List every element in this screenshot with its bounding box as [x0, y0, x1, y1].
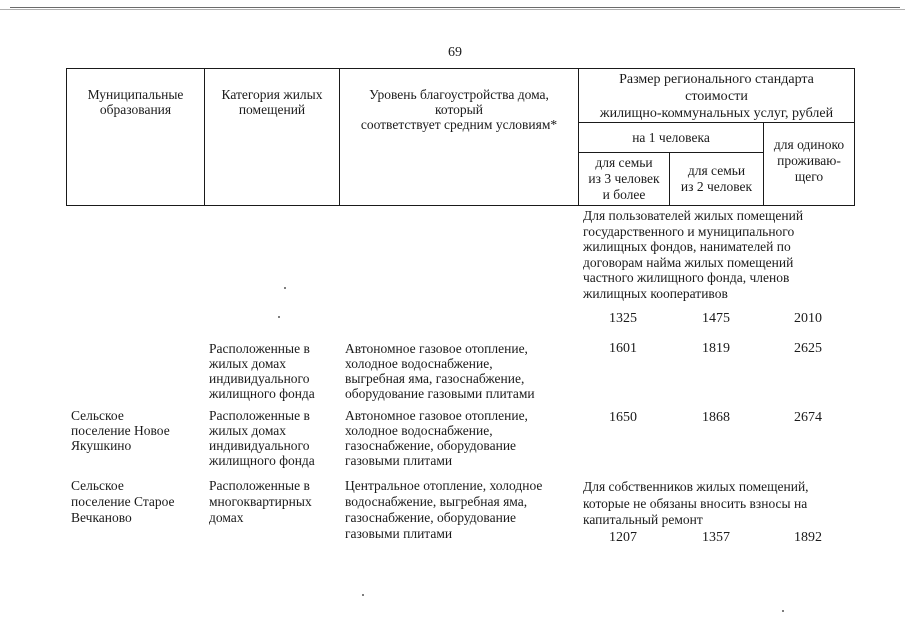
scan-line-bottom [0, 9, 905, 10]
header-standard-size: Размер регионального стандарта стоимости жилищно-коммунальных услуг, рублей [578, 68, 855, 123]
value-family-2: 1357 [702, 530, 730, 545]
header-family-2: для семьи из 2 человек [669, 152, 764, 206]
row-3-comfort: Центральное отопление, холодное водоснабжение, выгребная яма, газоснабжение, оборудование газовыми плитами [345, 478, 543, 541]
header-per-person: на 1 человека [578, 122, 764, 153]
page-number: 69 [448, 45, 462, 60]
row-2-comfort: Автономное газовое отопление, холодное водоснабжение, газоснабжение, оборудование газовыми плитами [345, 408, 528, 468]
value-family-3plus: 1325 [609, 311, 637, 326]
value-family-3plus: 1650 [609, 410, 637, 425]
header-family-3plus: для семьи из 3 человек и более [578, 152, 670, 206]
value-family-2: 1819 [702, 341, 730, 356]
row-2-municipality: Сельское поселение Новое Якушкино [71, 408, 170, 453]
section-tenants-note: Для пользователей жилых помещений государственного и муниципального жилищных фондов, нанимателей по договорам найма жилых помещений частного жилищного фонда, членов жилищных кооперативов [583, 208, 804, 301]
row-3-category: Расположенные в многоквартирных домах [209, 478, 312, 525]
value-family-3plus: 1601 [609, 341, 637, 356]
value-family-2: 1475 [702, 311, 730, 326]
scan-speck [284, 287, 286, 289]
scan-line-top [10, 7, 900, 8]
value-single: 2010 [794, 311, 822, 326]
scan-border [0, 0, 905, 10]
header-category: Категория жилых помещений [204, 68, 340, 206]
header-municipality: Муниципальные образования [66, 68, 205, 206]
value-single: 1892 [794, 530, 822, 545]
value-family-2: 1868 [702, 410, 730, 425]
row-1-category: Расположенные в жилых домах индивидуального жилищного фонда [209, 341, 315, 401]
value-single: 2625 [794, 341, 822, 356]
header-single-resident: для одиноко проживаю- щего [763, 122, 855, 206]
section-owners-note: Для собственников жилых помещений, которые не обязаны вносить взносы на капитальный ремонт [583, 479, 809, 527]
value-family-3plus: 1207 [609, 530, 637, 545]
scan-speck [362, 594, 364, 596]
row-3-municipality: Сельское поселение Старое Вечканово [71, 478, 175, 525]
scan-speck [278, 316, 280, 318]
value-single: 2674 [794, 410, 822, 425]
header-comfort-level: Уровень благоустройства дома, который соответствует средним условиям* [339, 68, 579, 206]
scan-speck [782, 610, 784, 612]
row-1-comfort: Автономное газовое отопление, холодное водоснабжение, выгребная яма, газоснабжение, оборудование газовыми плитами [345, 341, 535, 401]
row-2-category: Расположенные в жилых домах индивидуального жилищного фонда [209, 408, 315, 468]
